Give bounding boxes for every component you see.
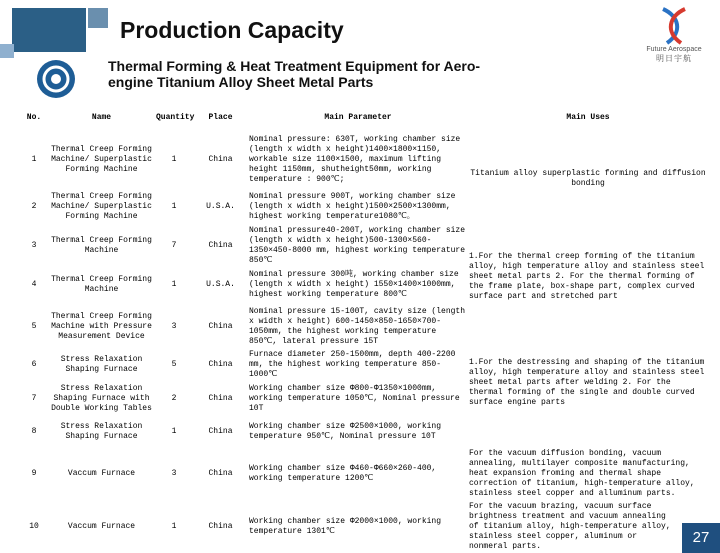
row-name: Thermal Creep Forming Machine/ Superplastic Forming Machine (51, 145, 152, 174)
header-name: Name (91, 113, 112, 122)
row-quantity: 1 (171, 155, 177, 164)
future-aerospace-logo-icon (657, 6, 691, 46)
table-row (20, 132, 708, 188)
brand-name-en: Future Aerospace (646, 46, 702, 53)
row-no: 10 (29, 522, 39, 531)
row-no: 6 (31, 360, 37, 369)
row-quantity: 3 (171, 469, 177, 478)
header-main-uses: Main Uses (566, 113, 610, 122)
row-quantity: 7 (171, 241, 177, 250)
page-number: 27 (682, 523, 720, 553)
row-name: Vaccum Furnace (67, 522, 136, 531)
row-name: Thermal Creep Forming Machine (51, 275, 152, 294)
table-header-row (20, 104, 708, 132)
uses-vacuum-brazing: For the vacuum brazing, vacuum surface brightness treatment and vacuum annealing of titanium alloy, high-temperature alloy, stainless steel copper, aluminum or nonmeral parts. (469, 502, 671, 551)
brand-name-cn: 明日宇航 (656, 54, 692, 63)
row-place: U.S.A. (206, 202, 235, 211)
row-name: Vaccum Furnace (67, 469, 136, 478)
row-quantity: 1 (171, 427, 177, 436)
row-parameter: Working chamber size Φ2500×1000, working temperature 950℃, Nominal pressure 10T (249, 422, 442, 441)
row-place: China (208, 322, 233, 331)
row-place: China (208, 155, 233, 164)
row-place: China (208, 469, 233, 478)
row-place: China (208, 427, 233, 436)
row-place: China (208, 360, 233, 369)
row-parameter: Nominal pressure40-200T, working chamber size (length x width x height)500-1300×560-1350×450-8000 mm, highest working temperature 850℃ (249, 226, 466, 265)
decorative-square-light (0, 44, 14, 58)
decorative-square-small (88, 8, 108, 28)
row-place: U.S.A. (206, 280, 235, 289)
table-row (20, 226, 708, 266)
row-quantity: 1 (171, 522, 177, 531)
row-place: China (208, 394, 233, 403)
header-no: No. (26, 113, 42, 122)
header-main-parameter: Main Parameter (324, 113, 392, 122)
subtitle: Thermal Forming & Heat Treatment Equipment for Aero-engine Titanium Alloy Sheet Metal Parts (108, 58, 481, 90)
row-name: Stress Relaxation Shaping Furnace (60, 355, 143, 374)
row-parameter: Nominal pressure 15-100T, cavity size (length x width x height) 600-1450×850-1650×700-1050mm, the highest working temperature 850℃, lateral pressure 15T (249, 307, 466, 346)
row-parameter: Working chamber size Φ2000×1000, working temperature 1301℃ (249, 517, 442, 536)
row-no: 8 (31, 427, 37, 436)
table-row (20, 350, 708, 380)
row-quantity: 2 (171, 394, 177, 403)
row-quantity: 3 (171, 322, 177, 331)
row-parameter: Working chamber size Φ460-Φ660×260-400, working temperature 1200℃ (249, 464, 437, 483)
decorative-square-large (12, 8, 86, 52)
uses-vacuum-diffusion: For the vacuum diffusion bonding, vacuum annealing, multilayer composite manufacturing, heat expansion froming and thermal shape correction of titanium, high-temperature alloy, stainless steel copper and alluminum parts. (469, 449, 695, 498)
row-name: Stress Relaxation Shaping Furnace (60, 422, 143, 441)
row-parameter: Nominal pressure: 630T, working chamber size (length x width x height)1400×1800×1150, workable size 1100×1500, maximum lifting height 1150mm, shutheight50mm, working temperature : 900℃; (249, 135, 461, 184)
row-name: Thermal Creep Forming Machine/ Superplastic Forming Machine (51, 192, 152, 221)
row-quantity: 1 (171, 202, 177, 211)
row-parameter: Furnace diameter 250-1500mm, depth 400-2200 mm, the highest working temperature 850-1000℃ (249, 350, 456, 379)
row-name: Thermal Creep Forming Machine with Pressure Measurement Device (51, 312, 152, 341)
row-no: 3 (31, 241, 37, 250)
table-row (20, 446, 708, 502)
uses-destressing: 1.For the destressing and shaping of the titanium alloy, high temperature alloy and stainless steel sheet metal parts after welding 2. For the thermal forming of the single and double curved surface engine parts (469, 358, 705, 407)
row-parameter: Nominal pressure 300吨, working chamber size (length x width x height) 1550×1400×1000mm, highest working temperature 800℃ (249, 270, 459, 299)
header-place: Place (208, 113, 233, 122)
row-no: 9 (31, 469, 37, 478)
row-parameter: Working chamber size Φ800-Φ1350×1000mm, working temperature 1050℃, Nominal pressure 10T (249, 384, 460, 413)
uses-superplastic: Titanium alloy superplastic forming and diffusion bonding (470, 169, 706, 188)
row-quantity: 5 (171, 360, 177, 369)
row-place: China (208, 522, 233, 531)
row-name: Thermal Creep Forming Machine (51, 236, 152, 255)
row-name: Stress Relaxation Shaping Furnace with Double Working Tables (51, 384, 152, 413)
header-quantity: Quantity (156, 113, 195, 122)
row-place: China (208, 241, 233, 250)
page-title: Production Capacity (120, 17, 344, 43)
row-quantity: 1 (171, 280, 177, 289)
target-icon (36, 59, 76, 99)
brand-logo (637, 6, 711, 64)
row-parameter: Nominal pressure 900T, working chamber size (length x width x height)1500×2500×1300mm, highest working temperature1080℃。 (249, 192, 456, 221)
production-capacity-table (20, 104, 708, 552)
row-no: 2 (31, 202, 37, 211)
row-no: 4 (31, 280, 37, 289)
row-no: 5 (31, 322, 37, 331)
row-no: 1 (31, 155, 37, 164)
uses-thermal-creep: 1.For the thermal creep forming of the titanium alloy, high temperature alloy and stainless steel sheet metal parts 2. For the thermal forming of the frame plate, box-shape part, complex curved surface part and stretched part (469, 252, 705, 301)
table-row (20, 502, 708, 552)
row-no: 7 (31, 394, 37, 403)
